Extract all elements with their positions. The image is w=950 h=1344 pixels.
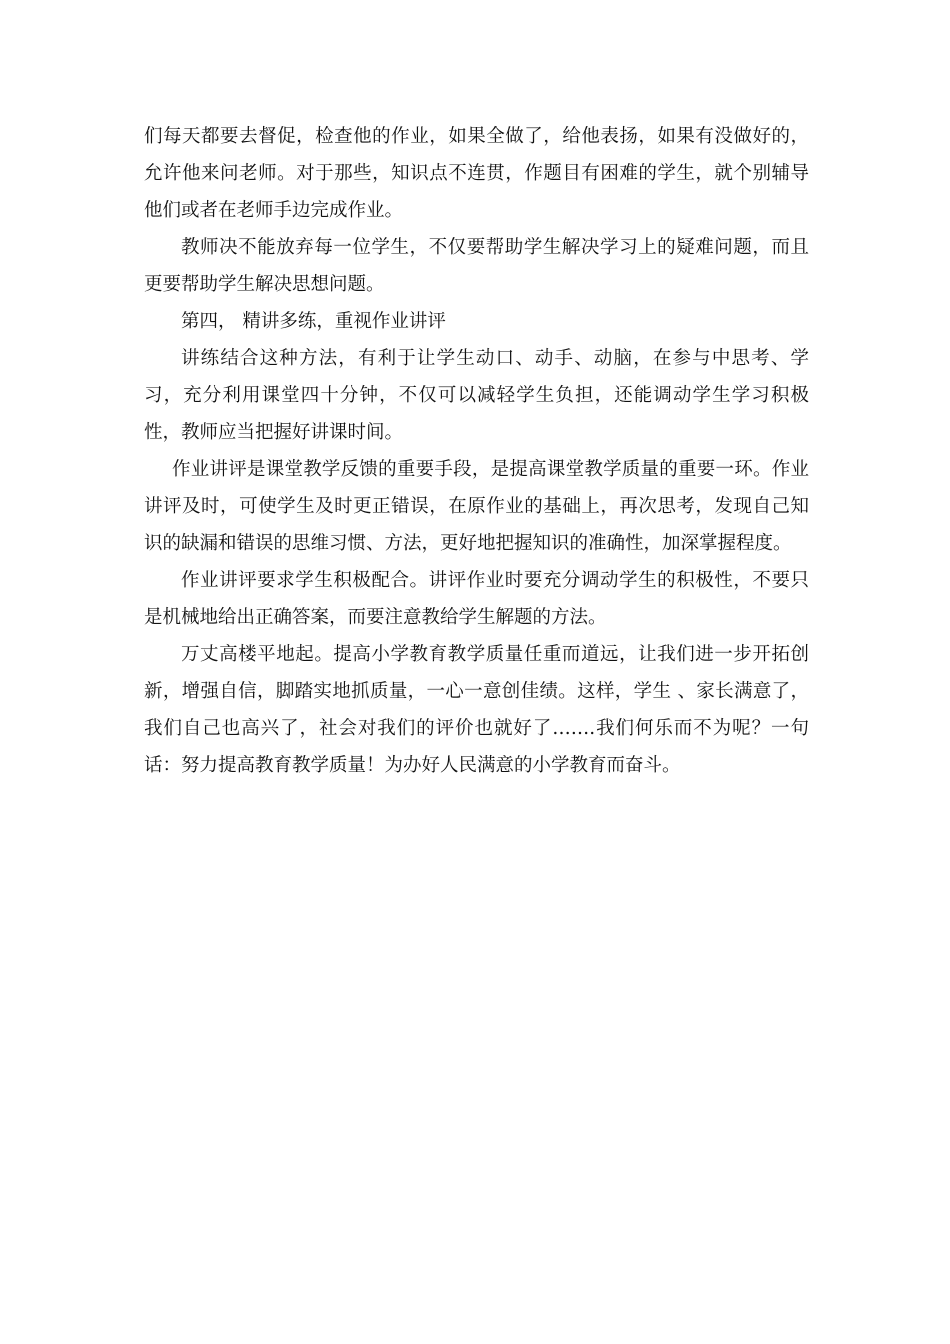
paragraph-homework-supervision: 们每天都要去督促，检查他的作业，如果全做了，给他表扬，如果有没做好的，允许他来问老师。对于那些，知识点不连贯，作题目有困难的学生，就个别辅导他们或者在老师手边完成作业。 (144, 126, 809, 221)
paragraph-homework-review: 作业讲评是课堂教学反馈的重要手段，是提高课堂教学质量的重要一环。作业讲评及时，可使学生及时更正错误，在原作业的基础上，再次思考，发现自己知识的缺漏和错误的思维习惯、方法，更好地把握知识的准确性，加深掌握程度。 (144, 459, 809, 554)
document-body (144, 118, 809, 784)
paragraph-never-give-up: 教师决不能放弃每一位学生，不仅要帮助学生解决学习上的疑难问题，而且更要帮助学生解决思想问题。 (144, 237, 809, 295)
paragraph-practice-method: 讲练结合这种方法，有利于让学生动口、动手、动脑，在参与中思考、学习，充分利用课堂四十分钟，不仅可以减轻学生负担，还能调动学生学习积极性，教师应当把握好讲课时间。 (144, 348, 809, 443)
section-heading-fourth: 第四， 精讲多练，重视作业讲评 (181, 311, 446, 332)
paragraph-review-cooperation: 作业讲评要求学生积极配合。讲评作业时要充分调动学生的积极性，不要只是机械地给出正确答案，而要注意教给学生解题的方法。 (144, 570, 809, 628)
paragraph-conclusion: 万丈高楼平地起。提高小学教育教学质量任重而道远，让我们进一步开拓创新，增强自信，脚踏实地抓质量，一心一意创佳绩。这样，学生 、家长满意了，我们自己也高兴了，社会对我们的评价也就好了…….我们何乐而不为呢？一句话：努力提高教育教学质量！为办好人民满意的小学教育而奋斗。 (144, 644, 809, 776)
